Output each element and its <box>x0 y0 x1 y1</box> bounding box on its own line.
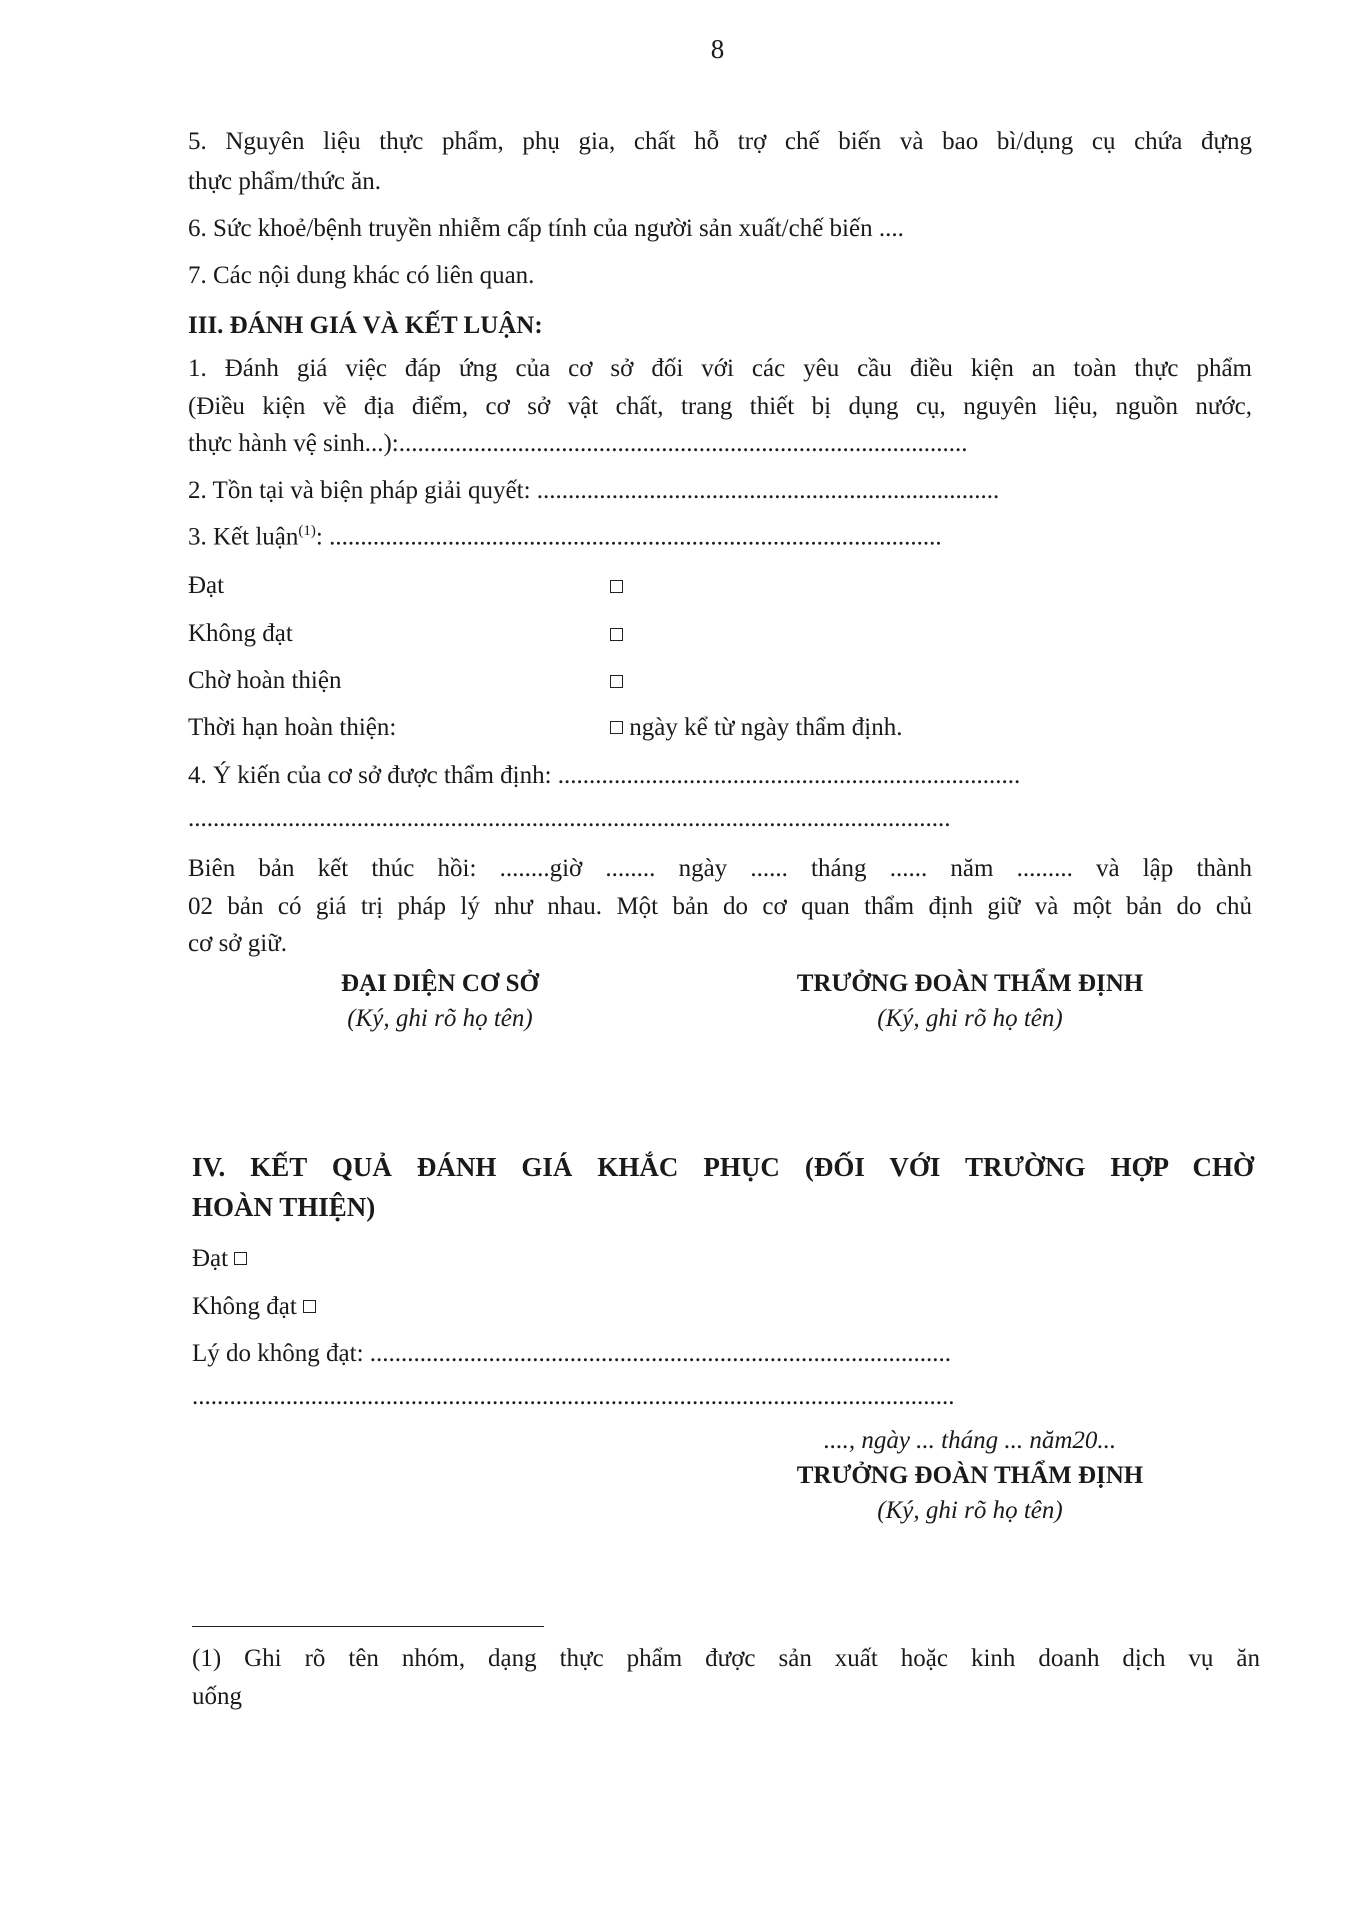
footnote-line-2: uống <box>192 1683 242 1710</box>
item-5-line-2: thực phẩm/thức ăn. <box>188 168 382 195</box>
section-iv-heading-line-2: HOÀN THIỆN) <box>192 1192 376 1222</box>
section-iii-item-3 <box>188 523 942 551</box>
signature-left-title: ĐẠI DIỆN CƠ SỞ <box>341 970 539 997</box>
page-number: 8 <box>710 34 725 64</box>
checkbox-icon[interactable] <box>303 1300 316 1313</box>
section-iv-date-line: ...., ngày ... tháng ... năm20... <box>823 1427 1117 1454</box>
footnote-line-1: (1) Ghi rõ tên nhóm, dạng thực phẩm được sản xuất hoặc kinh doanh dịch vụ ăn <box>192 1645 1260 1672</box>
item-3-label: 3. Kết luận <box>188 523 299 551</box>
section-iii-item-1-line-3: thực hành vệ sinh...):........................................................................................... <box>188 430 968 457</box>
item-3-dots: : .................................................................................................. <box>315 523 942 551</box>
section-iii-item-4-continuation: .......................................................................................................................... <box>188 805 951 832</box>
closing-line-1: Biên bản kết thúc hồi: ........giờ ........ ngày ...... tháng ...... năm ......... và lập thành <box>188 855 1252 882</box>
section-iv-heading-line-1: IV. KẾT QUẢ ĐÁNH GIÁ KHẮC PHỤC (ĐỐI VỚI TRƯỜNG HỢP CHỜ <box>192 1152 1254 1182</box>
section-iii-item-1-line-1: 1. Đánh giá việc đáp ứng của cơ sở đối với các yêu cầu điều kiện an toàn thực phẩm <box>188 355 1252 382</box>
closing-line-2: 02 bản có giá trị pháp lý như nhau. Một bản do cơ quan thẩm định giữ và một bản do chủ <box>188 893 1252 920</box>
section-iii-item-2: 2. Tồn tại và biện pháp giải quyết: .......................................................................... <box>188 477 1000 504</box>
item-5-line-1: 5. Nguyên liệu thực phẩm, phụ gia, chất hỗ trợ chế biến và bao bì/dụng cụ chứa đựng <box>188 128 1252 155</box>
section-iv-option-fail <box>192 1293 316 1321</box>
item-3-footnote-ref: (1) <box>298 523 316 539</box>
item-7: 7. Các nội dung khác có liên quan. <box>188 262 535 289</box>
closing-line-3: cơ sở giữ. <box>188 930 288 957</box>
signature-right-note: (Ký, ghi rõ họ tên) <box>877 1005 1063 1032</box>
item-6: 6. Sức khoẻ/bệnh truyền nhiễm cấp tính của người sản xuất/chế biến .... <box>188 215 904 242</box>
deadline-text: ngày kể từ ngày thẩm định. <box>629 714 903 741</box>
section-iv-sign-note: (Ký, ghi rõ họ tên) <box>877 1497 1063 1524</box>
section-iv-fail-label: Không đạt <box>192 1293 297 1320</box>
signature-right-title: TRƯỞNG ĐOÀN THẨM ĐỊNH <box>796 970 1144 997</box>
option-fail-checkbox[interactable] <box>610 621 623 649</box>
checkbox-icon[interactable] <box>610 721 623 734</box>
option-pending-checkbox[interactable] <box>610 668 623 696</box>
option-deadline-label: Thời hạn hoàn thiện: <box>188 714 397 741</box>
option-pass-label: Đạt <box>188 572 225 599</box>
option-fail-label: Không đạt <box>188 620 293 647</box>
checkbox-icon <box>610 580 623 593</box>
section-iv-reason-continuation: .......................................................................................................................... <box>192 1383 955 1410</box>
section-iv-reason: Lý do không đạt: ............................................................................................. <box>192 1340 952 1367</box>
signature-left-note: (Ký, ghi rõ họ tên) <box>347 1005 533 1032</box>
footnote-divider <box>192 1626 544 1627</box>
checkbox-icon[interactable] <box>234 1252 247 1265</box>
section-iv-option-pass <box>192 1245 247 1273</box>
section-iii-heading: III. ĐÁNH GIÁ VÀ KẾT LUẬN: <box>188 312 543 339</box>
section-iv-pass-label: Đạt <box>192 1245 229 1272</box>
section-iii-item-1-line-2: (Điều kiện về địa điểm, cơ sở vật chất, trang thiết bị dụng cụ, nguyên liệu, nguồn nước, <box>188 393 1252 420</box>
checkbox-icon <box>610 675 623 688</box>
option-pass-checkbox[interactable] <box>610 573 623 601</box>
section-iv-sign-title: TRƯỞNG ĐOÀN THẨM ĐỊNH <box>796 1462 1144 1489</box>
checkbox-icon <box>610 628 623 641</box>
option-pending-label: Chờ hoàn thiện <box>188 667 342 694</box>
option-deadline-row <box>610 714 902 742</box>
section-iii-item-4: 4. Ý kiến của cơ sở được thẩm định: .......................................................................... <box>188 762 1021 789</box>
